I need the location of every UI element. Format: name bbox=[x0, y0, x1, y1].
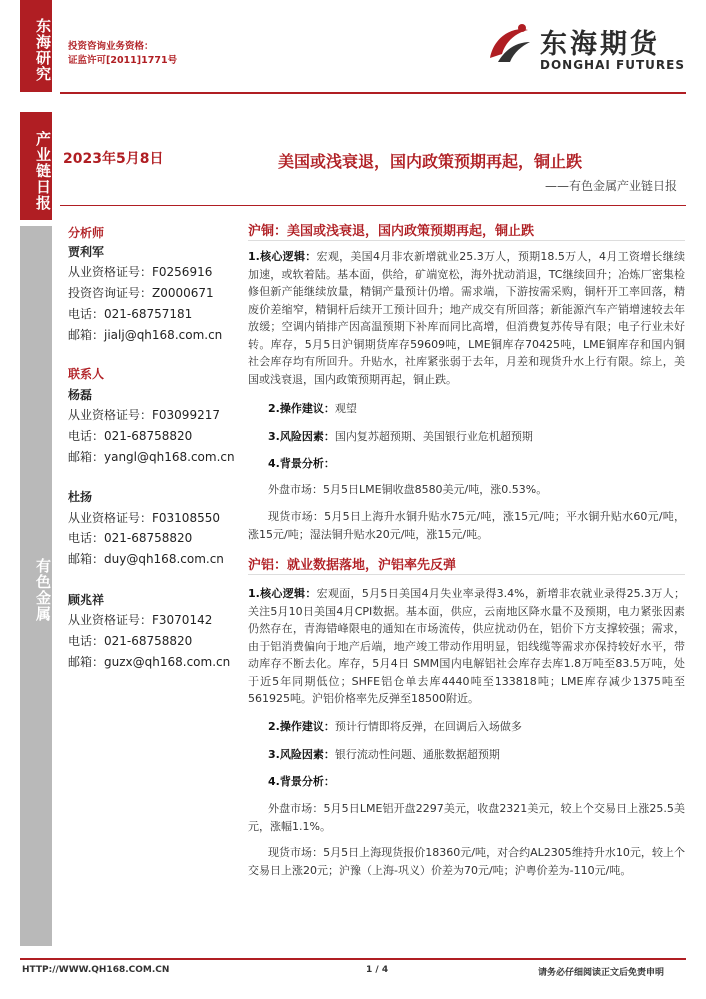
aluminum-bg-spot: 现货市场：5月5日上海现货报价18360元/吨，对合约AL2305维持升水10元，较上个交易日上涨20元；沪豫（上海-巩义）价差为70元/吨；沪粤价差为-110元/吨。 bbox=[248, 846, 685, 877]
contact-email[interactable]: 邮箱：guzx@qh168.com.cn bbox=[68, 655, 231, 669]
analyst-license: 从业资格证号：F0256916 bbox=[68, 265, 213, 279]
aluminum-advice-label: 2.操作建议： bbox=[268, 720, 335, 733]
copper-bg-label bbox=[268, 455, 685, 473]
brand-side-tab bbox=[20, 0, 52, 92]
aluminum-section-title: 沪铝：就业数据落地，沪铝率先反弹 bbox=[248, 558, 457, 573]
aluminum-title-rule bbox=[248, 574, 685, 575]
contact-phone: 电话：021-68758820 bbox=[68, 429, 193, 443]
logo-en: DONGHAI FUTURES bbox=[540, 58, 685, 72]
copper-logic bbox=[248, 248, 685, 388]
aluminum-logic-label: 1.核心逻辑： bbox=[248, 587, 317, 600]
analyst-heading: 分析师 bbox=[68, 226, 105, 240]
analyst-email[interactable]: 邮箱：jialj@qh168.com.cn bbox=[68, 328, 223, 342]
contact-phone: 电话：021-68758820 bbox=[68, 634, 193, 648]
brand-side-label: 东海研究 bbox=[34, 18, 52, 82]
copper-bg-spot: 现货市场：5月5日上海升水铜升贴水75元/吨，涨15元/吨；平水铜升贴水60元/吨，涨15元/吨；湿法铜升贴水20元/吨，涨15元/吨。 bbox=[248, 510, 685, 541]
aluminum-advice-text: 预计行情即将反弹，在回调后入场做多 bbox=[334, 720, 522, 733]
copper-logic-label: 1.核心逻辑： bbox=[248, 250, 317, 263]
footer-disclaimer: 请务必仔细阅读正文后免责申明 bbox=[538, 968, 665, 978]
report-date: 2023年5月8日 bbox=[63, 151, 164, 167]
report-title: 美国或浅衰退，国内政策预期再起，铜止跌 bbox=[278, 152, 583, 171]
sector-label: 有色金属 bbox=[34, 558, 52, 622]
aluminum-risk-label: 3.风险因素： bbox=[268, 748, 335, 761]
contact-email[interactable]: 邮箱：yangl@qh168.com.cn bbox=[68, 450, 235, 464]
aluminum-bg-outer: 外盘市场：5月5日LME铝开盘2297美元，收盘2321美元，较上个交易日上涨25.5美元，涨幅1.1%。 bbox=[248, 802, 685, 833]
aluminum-risk bbox=[268, 746, 685, 764]
contacts-heading: 联系人 bbox=[68, 367, 105, 381]
copper-advice-text: 观望 bbox=[334, 402, 357, 415]
contact-email[interactable]: 邮箱：duy@qh168.com.cn bbox=[68, 552, 224, 566]
copper-logic-text: 宏观，美国4月非农新增就业25.3万人，预期18.5万人，4月工资增长继续加速，或软着陆。基本面，供给，矿端宽松，海外扰动消退，TC继续回升；冶炼厂密集检修但新产能继续放量，精铜产量预计仍增。需求端，下游按需采购，铜杆开工率回落，精废价差缩窄，精铜杆后续开工预计回升；地产成交有所回落；新能源汽车产销增速较去年放缓；空调内销排产因高温预期下补库而同比高增，但消费复苏传导有限；电子行业未好转。库存，5月5日沪铜期货库存59609吨，LME铜库存70425吨，LME铜库存和国内铜社会库存均有所回升。升贴水，社库紧张弱于去年，月差和现货升水上行有限。综上，美国或浅衰退，国内政策预期再起，铜止跌。 bbox=[248, 250, 685, 386]
qualification-line2: 证监许可[2011]1771号 bbox=[68, 55, 178, 66]
footer-page: 1 / 4 bbox=[366, 965, 389, 975]
contact-name: 顾兆祥 bbox=[68, 593, 105, 607]
copper-risk-text: 国内复苏超预期、美国银行业危机超预期 bbox=[334, 430, 533, 443]
contact-license: 从业资格证号：F03099217 bbox=[68, 408, 220, 422]
copper-risk-label: 3.风险因素： bbox=[268, 430, 335, 443]
footer-url[interactable]: HTTP://WWW.QH168.COM.CN bbox=[22, 965, 170, 975]
sector-tab bbox=[20, 226, 52, 946]
copper-advice-label: 2.操作建议： bbox=[268, 402, 335, 415]
aluminum-logic bbox=[248, 585, 685, 708]
aluminum-logic-text: 宏观面，5月5日美国4月失业率录得3.4%，新增非农就业录得25.3万人；关注5月10日美国4月CPI数据。基本面，供应，云南地区降水量不及预期，电力紧张因素仍然存在，青海错峰限电的通知在市场流传，供应扰动仍在，铝价下方支撑较强；需求，由于铝消费偏向于地产后端，地产竣工带动作用明显，铝线缆等需求亦保持较好水平，带动库存不断去化。库存，5月4日 SMM国内电解铝社会库存去库1.8万吨至83.5万吨，处于近5年同期低位；SHFE铝仓单去库4440吨至133818吨；LME库存减少1375吨至561925吨。沪铝价格率先反弹至18500附近。 bbox=[248, 587, 685, 705]
contact-phone: 电话：021-68758820 bbox=[68, 531, 193, 545]
qualification-line1: 投资咨询业务资格： bbox=[68, 41, 154, 52]
contact-name: 杨磊 bbox=[68, 388, 93, 402]
aluminum-risk-text: 银行流动性问题、通胀数据超预期 bbox=[334, 748, 500, 761]
logo-mark-icon bbox=[484, 18, 534, 68]
contact-license: 从业资格证号：F03108550 bbox=[68, 511, 220, 525]
copper-section-title: 沪铜：美国或浅衰退，国内政策预期再起，铜止跌 bbox=[248, 224, 535, 239]
contact-license: 从业资格证号：F3070142 bbox=[68, 613, 213, 627]
logo-cn: 东海期货 bbox=[540, 29, 660, 60]
report-subtitle: ——有色金属产业链日报 bbox=[545, 179, 678, 193]
footer-rule bbox=[20, 958, 686, 960]
analyst-name: 贾利军 bbox=[68, 245, 105, 259]
copper-bg-label-text: 4.背景分析： bbox=[268, 457, 335, 470]
copper-bg-outer: 外盘市场：5月5日LME铜收盘8580美元/吨，涨0.53%。 bbox=[268, 483, 548, 496]
aluminum-bg-label-text: 4.背景分析： bbox=[268, 775, 335, 788]
copper-title-rule bbox=[248, 240, 685, 241]
copper-risk bbox=[268, 428, 685, 446]
aluminum-advice bbox=[268, 718, 685, 736]
aluminum-bg-label bbox=[268, 773, 685, 791]
analyst-advisor: 投资咨询证号：Z0000671 bbox=[68, 286, 214, 300]
copper-advice bbox=[268, 400, 685, 418]
title-rule bbox=[60, 205, 686, 206]
report-type-tab bbox=[20, 112, 52, 220]
report-type-label: 产业链日报 bbox=[34, 131, 52, 211]
contact-name: 杜扬 bbox=[68, 490, 93, 504]
header-rule bbox=[60, 92, 686, 94]
analyst-phone: 电话：021-68757181 bbox=[68, 307, 193, 321]
